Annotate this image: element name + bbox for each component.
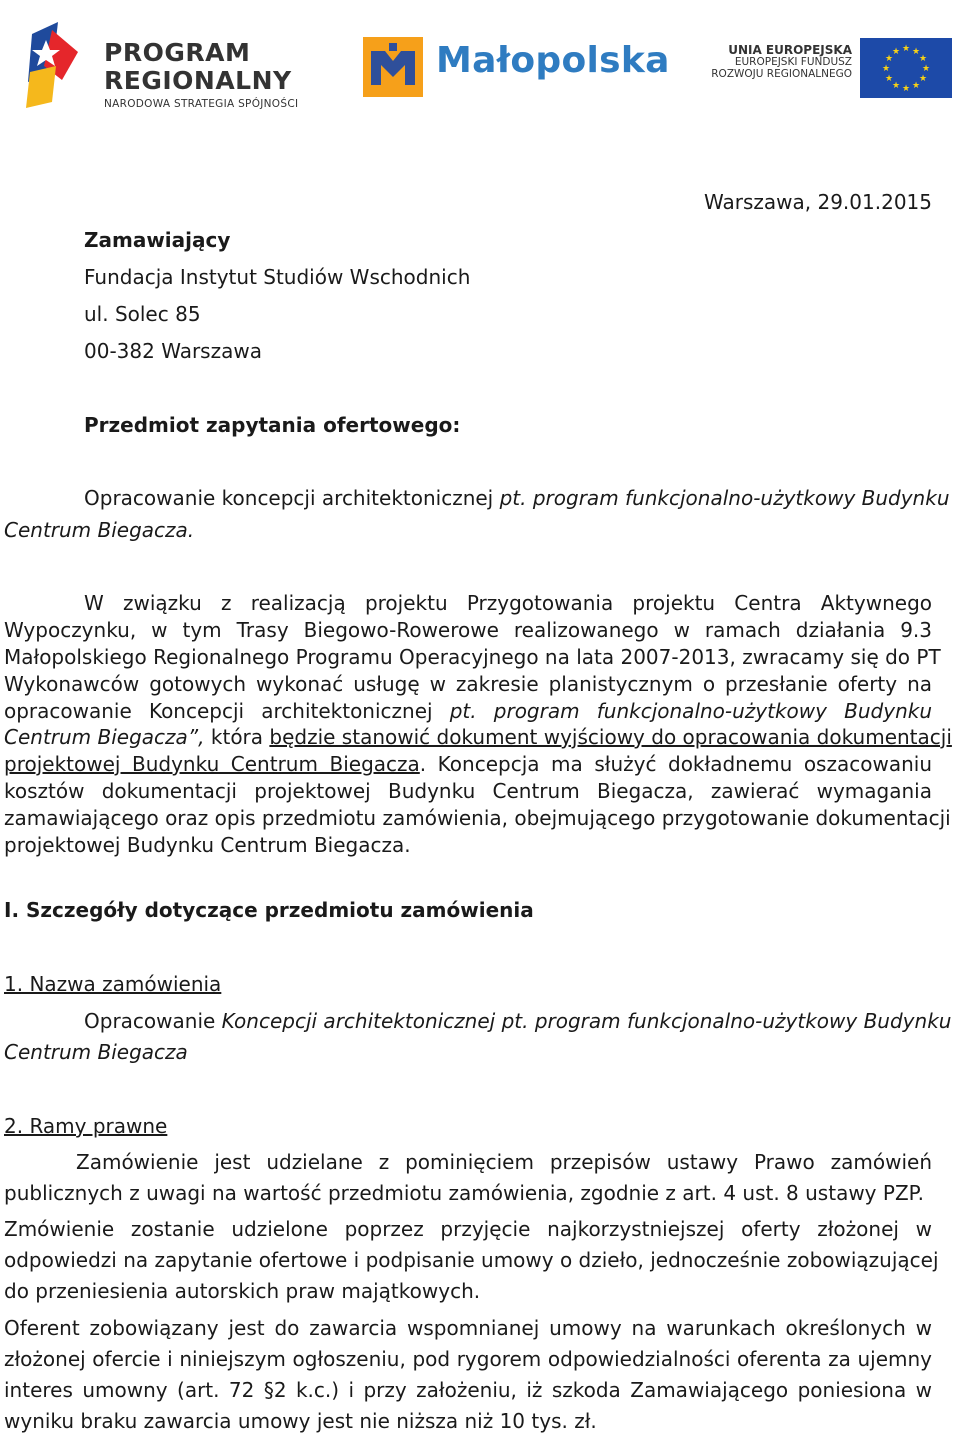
intro-line-9: zamawiającego oraz opis przedmiotu zamówienia, obejmującego przygotowanie dokumentacji: [4, 806, 951, 830]
intro-line-6-italic: Centrum Biegacza”,: [4, 725, 205, 749]
legal-p3-line-4: wyniku braku zawarcia umowy jest nie niższa niż 10 tys. zł.: [4, 1409, 597, 1433]
legal-p1-line-1: Zamówienie jest udzielane z pominięciem przepisów ustawy Prawo zamówień: [76, 1150, 932, 1174]
subsection-name-heading: 1. Nazwa zamówienia: [4, 972, 222, 996]
program-line-2: REGIONALNY: [104, 66, 292, 95]
intro-line-5-italic: pt. program funkcjonalno-użytkowy Budynku: [449, 699, 932, 723]
order-name-plain: Opracowanie: [84, 1009, 222, 1033]
intro-line-1: W związku z realizacją projektu Przygotowania projektu Centra Aktywnego: [84, 591, 932, 615]
order-name-line-2: Centrum Biegacza: [4, 1040, 188, 1064]
orderer-name: Fundacja Instytut Studiów Wschodnich: [84, 265, 471, 289]
intro-line-5-plain: opracowanie Koncepcji architektonicznej: [4, 699, 450, 723]
intro-line-7-plain: . Koncepcja ma służyć dokładnemu oszacowaniu: [419, 752, 932, 776]
subsection-legal-heading: 2. Ramy prawne: [4, 1114, 168, 1138]
intro-line-10: projektowej Budynku Centrum Biegacza.: [4, 833, 411, 857]
program-regionalny-text: [104, 40, 298, 110]
svg-text:★: ★: [901, 84, 911, 94]
intro-line-8: kosztów dokumentacji projektowej Budynku Centrum Biegacza, zawierać wymagania: [4, 779, 932, 803]
svg-text:★: ★: [891, 47, 901, 57]
program-line-1: PROGRAM: [104, 38, 251, 67]
subject-line-1: [84, 486, 950, 510]
program-line-3: NARODOWA STRATEGIA SPÓJNOŚCI: [104, 98, 299, 110]
svg-text:★: ★: [891, 81, 901, 91]
orderer-heading: Zamawiający: [84, 228, 231, 252]
intro-line-7-underlined: projektowej Budynku Centrum Biegacza: [4, 752, 420, 776]
orderer-city: 00-382 Warszawa: [84, 339, 262, 363]
intro-line-4: Wykonawców gotowych wykonać usługę w zakresie planistycznym o przesłanie oferty na: [4, 672, 932, 696]
svg-text:★: ★: [881, 64, 891, 74]
intro-line-6: [4, 725, 952, 749]
intro-line-5: [4, 699, 932, 723]
malopolska-logo-icon: [363, 37, 423, 97]
intro-line-6-plain: która: [204, 725, 270, 749]
intro-line-2: Wypoczynku, w tym Trasy Biegowo-Rowerowe realizowanego w ramach działania 9.3: [4, 618, 932, 642]
svg-text:★: ★: [884, 54, 894, 64]
order-name-line-1: [84, 1009, 952, 1033]
subject-italic-1: pt. program funkcjonalno-użytkowy Budynku: [499, 486, 950, 510]
malopolska-wordmark: Małopolska: [436, 40, 670, 81]
document-date: Warszawa, 29.01.2015: [704, 190, 932, 214]
subject-heading: Przedmiot zapytania ofertowego:: [84, 413, 461, 437]
eu-line-1: UNIA EUROPEJSKA: [728, 43, 852, 57]
legal-p1-line-2: publicznych z uwagi na wartość przedmiotu zamówienia, zgodnie z art. 4 ust. 8 ustawy PZP.: [4, 1181, 924, 1205]
eu-line-2: EUROPEJSKI FUNDUSZ: [734, 56, 852, 69]
eu-flag-icon: [860, 38, 952, 98]
svg-text:★: ★: [901, 44, 911, 54]
orderer-street: ul. Solec 85: [84, 302, 201, 326]
subject-line-2: Centrum Biegacza.: [4, 518, 195, 542]
legal-p2-line-3: do przeniesienia autorskich praw majątkowych.: [4, 1279, 481, 1303]
subject-plain: Opracowanie koncepcji architektonicznej: [84, 486, 500, 510]
intro-line-7: [4, 752, 932, 776]
legal-p2-line-2: odpowiedzi na zapytanie ofertowe i podpisanie umowy o dzieło, jednocześnie zobowiązującej: [4, 1248, 939, 1272]
program-regionalny-logo-icon: [22, 22, 84, 110]
intro-line-6-underlined: będzie stanowić dokument wyjściowy do opracowania dokumentacji: [269, 725, 952, 749]
intro-line-3: Małopolskiego Regionalnego Programu Operacyjnego na lata 2007-2013, zwracamy się do PT: [4, 645, 941, 669]
svg-text:★: ★: [918, 74, 928, 84]
svg-text:★: ★: [921, 64, 931, 74]
legal-p3-line-1: Oferent zobowiązany jest do zawarcia wspomnianej umowy na warunkach określonych w: [4, 1316, 932, 1340]
svg-text:★: ★: [918, 54, 928, 64]
svg-text:★: ★: [884, 74, 894, 84]
section-1-heading: I. Szczegóły dotyczące przedmiotu zamówienia: [4, 898, 534, 922]
legal-p2-line-1: Zmówienie zostanie udzielone poprzez przyjęcie najkorzystniejszej oferty złożonej w: [4, 1217, 932, 1241]
svg-text:★: ★: [911, 47, 921, 57]
eu-text: [700, 44, 852, 80]
svg-text:★: ★: [911, 81, 921, 91]
eu-line-3: ROZWOJU REGIONALNEGO: [711, 67, 852, 80]
legal-p3-line-3: interes umowny (art. 72 §2 k.c.) i przy założeniu, iż szkoda Zamawiającego poniesiona w: [4, 1378, 932, 1402]
legal-p3-line-2: złożonej ofercie i niniejszym ogłoszeniu, pod rygorem odpowiedzialności oferenta za ujemny: [4, 1347, 932, 1371]
order-name-italic-1: Koncepcji architektonicznej pt. program funkcjonalno-użytkowy Budynku: [221, 1009, 952, 1033]
